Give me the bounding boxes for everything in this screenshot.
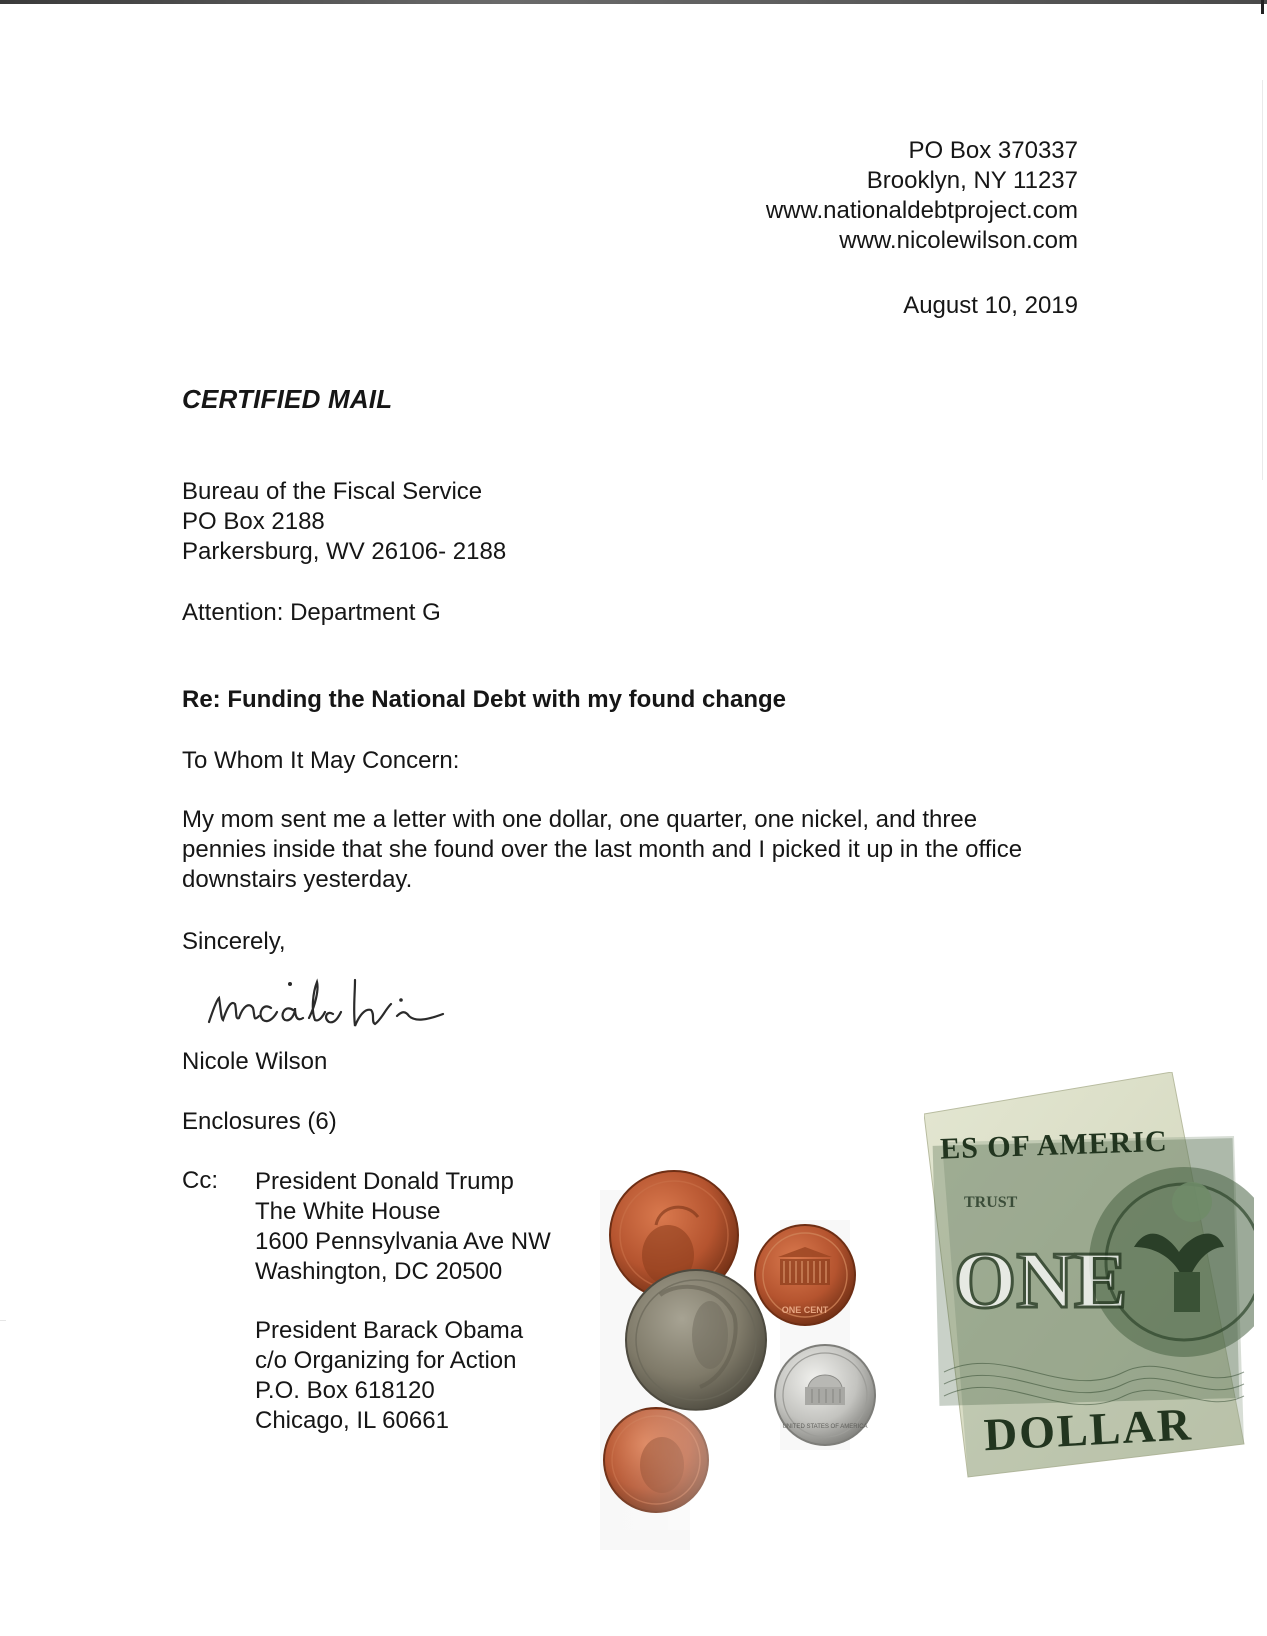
cc-line: c/o Organizing for Action <box>255 1347 517 1374</box>
sender-address-line: PO Box 370337 <box>908 137 1078 164</box>
nickel-text: UNITED STATES OF AMERICA <box>782 1424 868 1430</box>
letter-date: August 10, 2019 <box>903 292 1078 319</box>
cc-line: President Barack Obama <box>255 1317 524 1344</box>
recipient-line: PO Box 2188 <box>182 508 325 535</box>
cc-line: Washington, DC 20500 <box>255 1258 503 1285</box>
penny-coin-reverse <box>755 1225 855 1325</box>
scan-artifact <box>0 1320 6 1321</box>
enclosed-dollar-bill <box>924 1072 1254 1512</box>
cc-recipient <box>255 1316 523 1436</box>
bill-trust-text: TRUST <box>964 1194 1018 1211</box>
quarter-coin <box>626 1270 766 1410</box>
sender-address <box>640 136 1078 256</box>
bill-top-text: ES OF AMERIC <box>939 1124 1169 1166</box>
sender-website: www.nicolewilson.com <box>839 227 1078 254</box>
certified-mail-heading: CERTIFIED MAIL <box>182 384 393 414</box>
cc-line: Chicago, IL 60661 <box>255 1407 449 1434</box>
subject-line: Re: Funding the National Debt with my found change <box>182 686 786 713</box>
enclosures-note: Enclosures (6) <box>182 1108 337 1135</box>
scan-border-top <box>0 0 1267 4</box>
handwritten-signature <box>205 970 450 1040</box>
scan-edge-line <box>1262 80 1263 480</box>
recipient-address <box>182 477 506 567</box>
cc-label: Cc: <box>182 1167 218 1194</box>
body-line: downstairs yesterday. <box>182 866 413 893</box>
sender-website: www.nationaldebtproject.com <box>765 197 1078 224</box>
enclosed-coins <box>600 1165 930 1595</box>
attention-line: Attention: Department G <box>182 599 441 626</box>
cc-line: The White House <box>255 1198 441 1225</box>
sender-address-line: Brooklyn, NY 11237 <box>866 167 1078 194</box>
cc-line: 1600 Pennsylvania Ave NW <box>255 1228 551 1255</box>
scan-border-mark <box>1261 0 1264 14</box>
cc-line: President Donald Trump <box>255 1168 514 1195</box>
bill-one-text: ONE <box>954 1237 1128 1325</box>
nickel-coin <box>775 1345 875 1445</box>
body-line: My mom sent me a letter with one dollar, one quarter, one nickel, and three <box>182 806 978 833</box>
letter-body <box>182 805 1062 895</box>
recipient-line: Parkersburg, WV 26106- 2188 <box>182 538 507 565</box>
signer-name: Nicole Wilson <box>182 1048 328 1075</box>
penny-text: ONE CENT <box>781 1305 829 1315</box>
closing: Sincerely, <box>182 928 286 955</box>
cc-recipient <box>255 1167 551 1287</box>
salutation: To Whom It May Concern: <box>182 747 460 774</box>
tape-overlay <box>600 1410 710 1530</box>
recipient-line: Bureau of the Fiscal Service <box>182 478 483 505</box>
cc-line: P.O. Box 618120 <box>255 1377 435 1404</box>
body-line: pennies inside that she found over the last month and I picked it up in the office <box>182 836 1023 863</box>
bill-dollar-text: DOLLAR <box>982 1398 1194 1461</box>
